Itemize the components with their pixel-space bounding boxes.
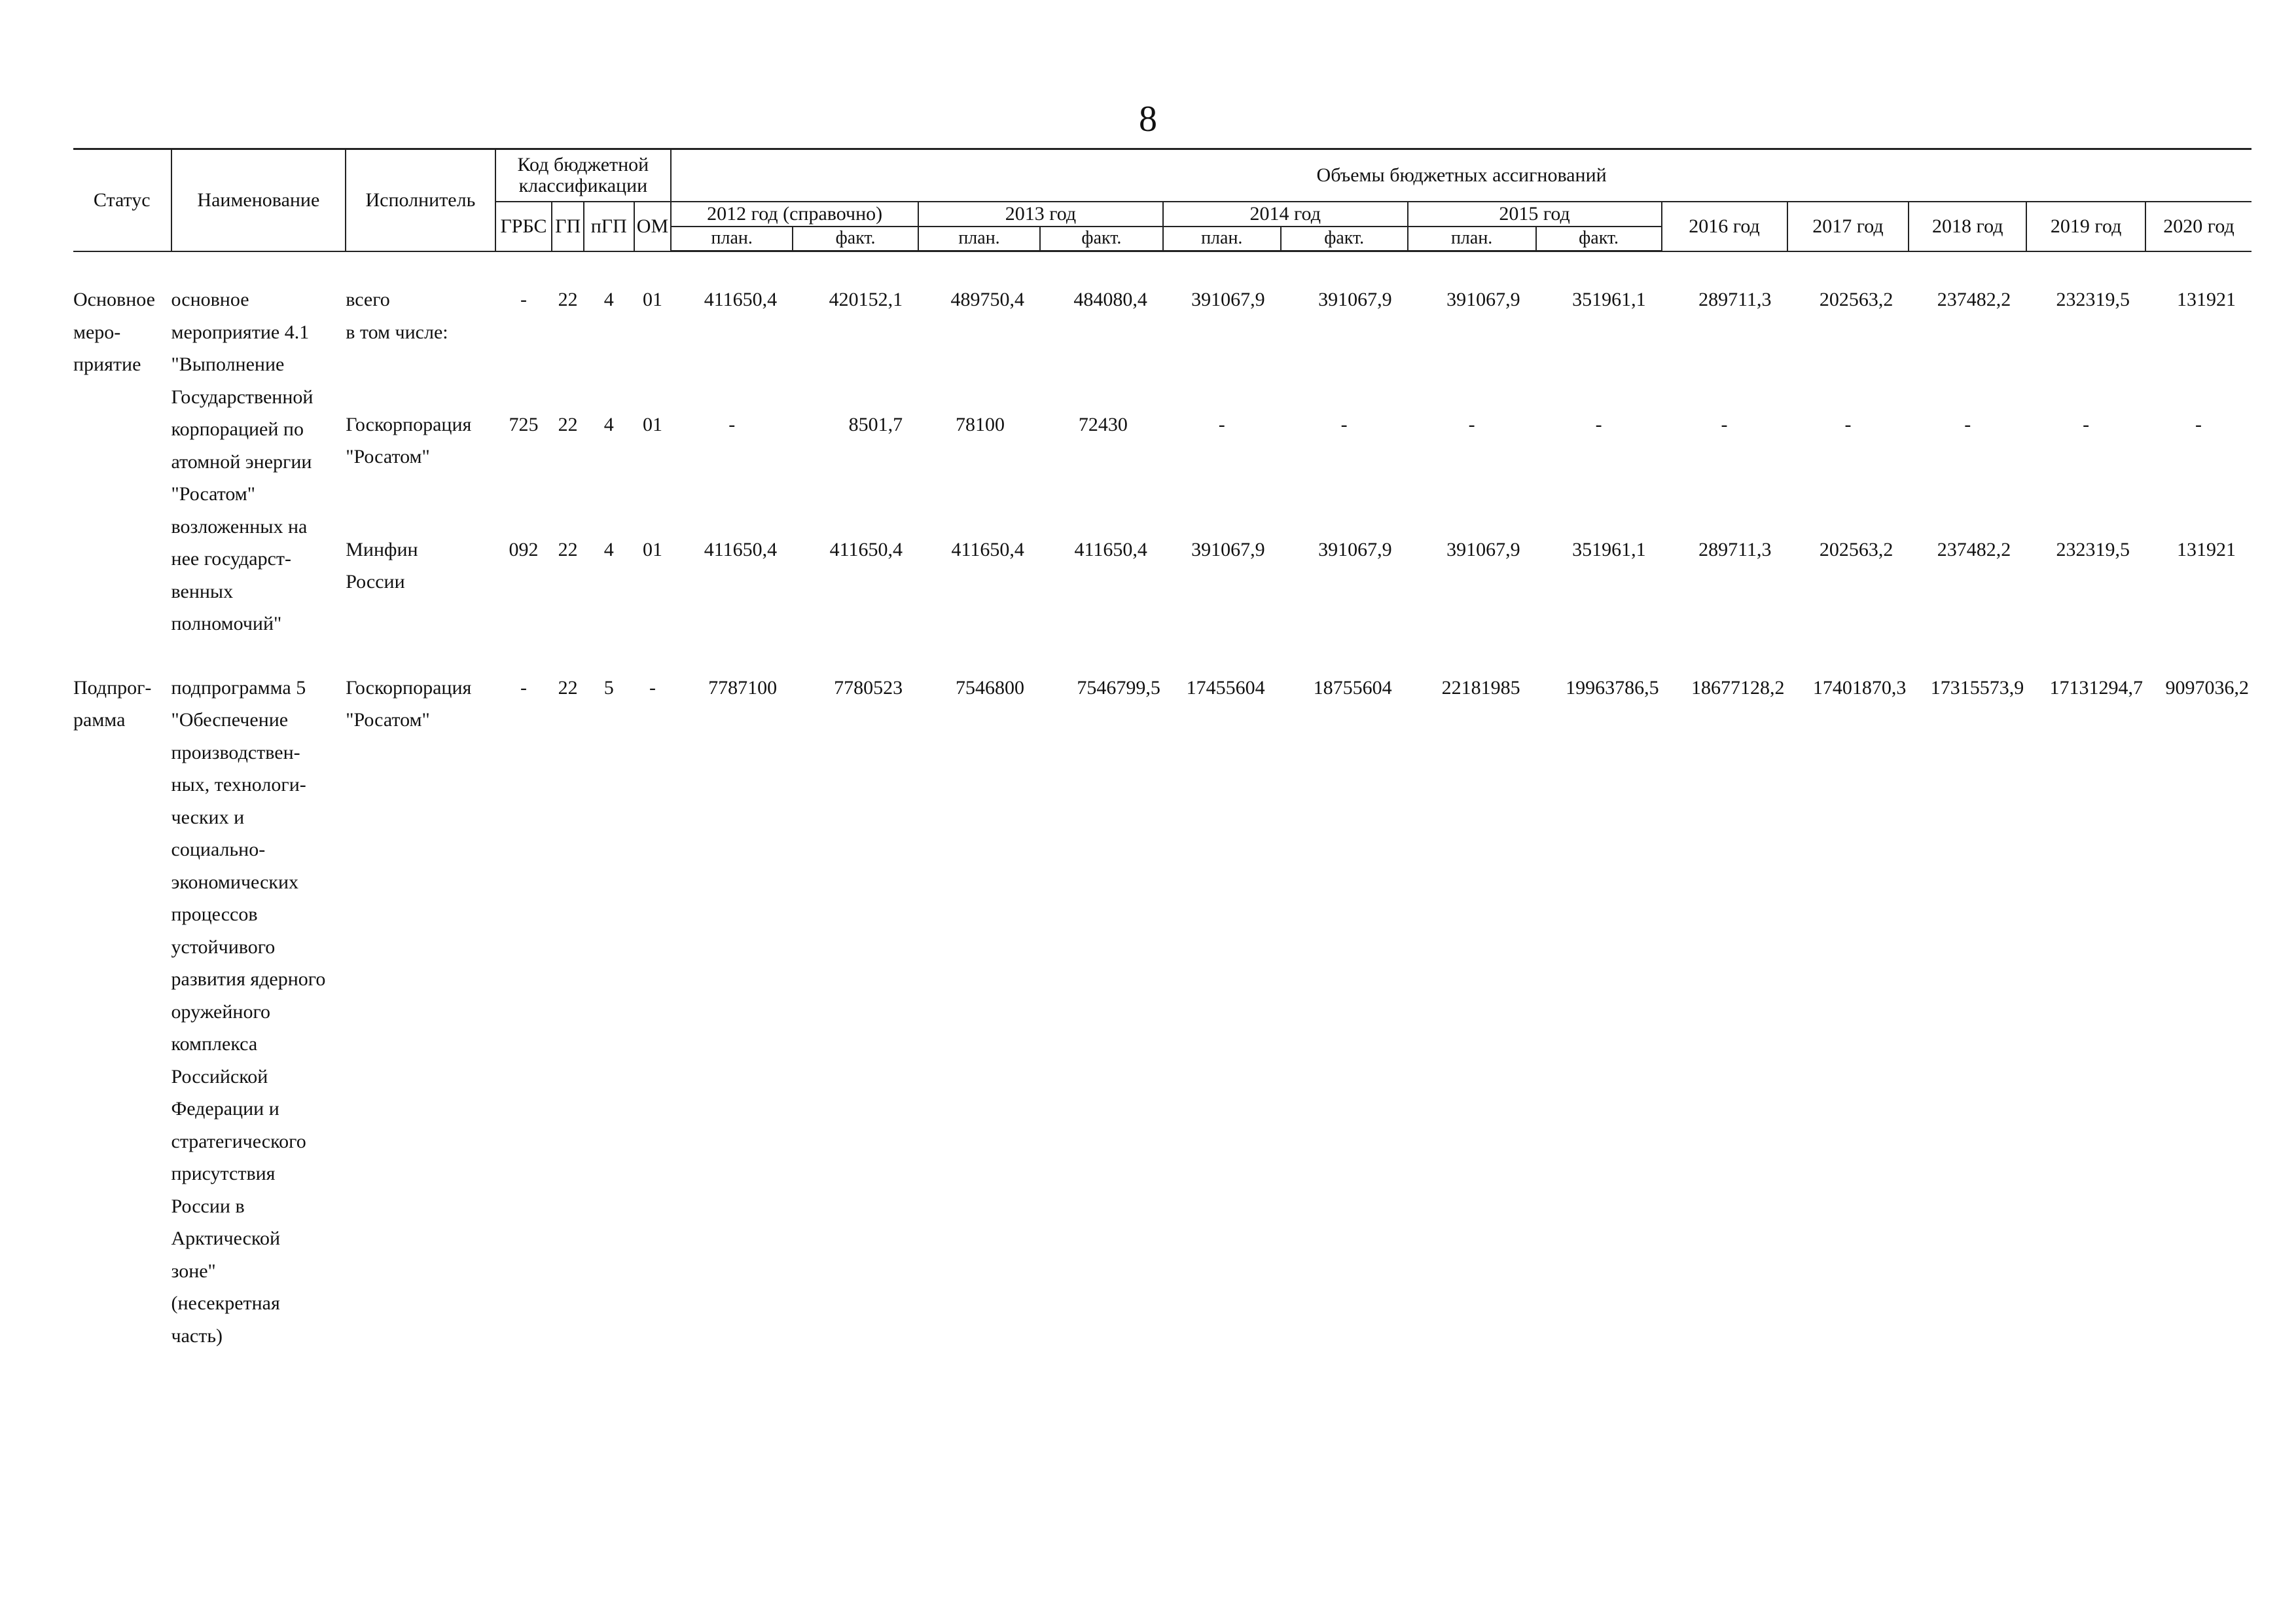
value-2013-fact: 7546799,5 (1077, 676, 1160, 699)
code-pgp: 4 (603, 289, 614, 310)
value-2014-plan: 17455604 (1186, 676, 1265, 699)
header-year-2012: 2012 год (справочно) (671, 202, 918, 227)
value-2017: 202563,2 (1819, 538, 1893, 560)
value-2012-plan: 7787100 (708, 676, 778, 699)
value-2013-fact: 72430 (1078, 413, 1128, 435)
header-fact-2015: факт. (1536, 227, 1662, 251)
code-gp: 22 (558, 289, 578, 310)
header-status: Статус (73, 149, 171, 251)
value-2013-plan: 411650,4 (951, 538, 1024, 560)
value-2019: 232319,5 (2056, 538, 2130, 560)
header-volumes: Объемы бюджетных ассигнований (671, 149, 2251, 202)
executor-cell: Госкорпорация "Росатом" (346, 676, 472, 731)
header-executor: Исполнитель (346, 149, 495, 251)
spacer-row (73, 515, 2251, 534)
spacer-row (73, 390, 2251, 409)
header-budget-code: Код бюджетной классификации (495, 149, 672, 202)
value-2019: 17131294,7 (2049, 676, 2144, 699)
header-code-gp: ГП (552, 202, 583, 251)
header-year-2016: 2016 год (1662, 202, 1787, 251)
value-2017: - (1844, 413, 1852, 435)
table-body (73, 251, 2251, 1353)
header-year-2020: 2020 год (2145, 202, 2251, 251)
value-2019: - (2083, 413, 2090, 435)
value-2017: 17401870,3 (1812, 676, 1907, 699)
header-plan-2014: план. (1163, 227, 1281, 251)
header-fact-2012: факт. (793, 227, 918, 251)
header-plan-2015: план. (1408, 227, 1536, 251)
code-om: 01 (642, 413, 662, 435)
status-cell: Подпрог- рамма (73, 676, 152, 731)
value-2014-fact: 391067,9 (1318, 289, 1392, 310)
value-2016: 289711,3 (1698, 538, 1772, 560)
header-code-pgp: пГП (584, 202, 634, 251)
code-om: - (649, 676, 656, 699)
value-2014-plan: - (1218, 413, 1225, 435)
value-2016: - (1721, 413, 1728, 435)
code-gp: 22 (558, 676, 578, 699)
value-2016: 289711,3 (1698, 289, 1772, 310)
value-2020: 9097036,2 (2165, 676, 2249, 699)
value-2018: - (1964, 413, 1971, 435)
name-cell: основное мероприятие 4.1 "Выполнение Государственной корпорацией по атомной энергии "Росатом" возложенных на нее государст- венных полномочий" (171, 289, 314, 634)
value-2016: 18677128,2 (1691, 676, 1785, 699)
value-2013-fact: 411650,4 (1074, 538, 1147, 560)
table-header (73, 149, 2251, 251)
code-om: 01 (642, 289, 662, 310)
code-grbs: 092 (509, 538, 539, 560)
status-cell: Основное меро- приятие (73, 289, 155, 375)
value-2012-plan: - (728, 413, 736, 435)
value-2014-fact: 391067,9 (1318, 538, 1392, 560)
table-row (73, 283, 2251, 390)
value-2012-fact: 8501,7 (848, 413, 903, 435)
value-2018: 237482,2 (1937, 289, 2011, 310)
executor-cell: всего в том числе: (346, 289, 448, 343)
value-2015-fact: 351961,1 (1572, 289, 1646, 310)
header-year-2015: 2015 год (1408, 202, 1662, 227)
value-2020: - (2195, 413, 2202, 435)
code-pgp: 5 (603, 676, 614, 699)
value-2015-plan: 391067,9 (1446, 289, 1520, 310)
value-2015-fact: 351961,1 (1572, 538, 1646, 560)
value-2018: 17315573,9 (1930, 676, 2024, 699)
header-year-2018: 2018 год (1909, 202, 2026, 251)
value-2015-fact: 19963786,5 (1566, 676, 1659, 699)
executor-cell: Госкорпорация "Росатом" (346, 413, 472, 468)
code-grbs: - (520, 289, 527, 310)
header-name: Наименование (171, 149, 346, 251)
header-year-2013: 2013 год (918, 202, 1163, 227)
header-year-2019: 2019 год (2026, 202, 2145, 251)
value-2017: 202563,2 (1819, 289, 1893, 310)
header-plan-2013: план. (918, 227, 1040, 251)
value-2013-plan: 7546800 (955, 676, 1024, 699)
value-2015-fact: - (1595, 413, 1602, 435)
value-2019: 232319,5 (2056, 289, 2130, 310)
page-number: 8 (1139, 99, 1157, 139)
executor-cell: Минфин России (346, 538, 418, 593)
value-2012-fact: 420152,1 (829, 289, 903, 310)
header-year-2017: 2017 год (1787, 202, 1909, 251)
value-2015-plan: 22181985 (1441, 676, 1520, 699)
code-om: 01 (642, 538, 662, 560)
table-row (73, 534, 2251, 640)
value-2020: 131921 (2177, 538, 2236, 560)
value-2013-plan: 489750,4 (950, 289, 1024, 310)
value-2020: 131921 (2177, 289, 2236, 310)
code-pgp: 4 (603, 538, 614, 560)
value-2013-plan: 78100 (955, 413, 1005, 435)
value-2015-plan: - (1468, 413, 1475, 435)
code-grbs: 725 (509, 413, 539, 435)
header-fact-2013: факт. (1040, 227, 1163, 251)
code-pgp: 4 (603, 413, 614, 435)
value-2014-fact: - (1340, 413, 1348, 435)
header-year-2014: 2014 год (1163, 202, 1408, 227)
header-code-om: ОМ (634, 202, 672, 251)
header-fact-2014: факт. (1281, 227, 1408, 251)
table-row (73, 672, 2251, 1353)
value-2012-fact: 411650,4 (829, 538, 903, 560)
header-plan-2012: план. (671, 227, 793, 251)
table-row (73, 409, 2251, 515)
code-gp: 22 (558, 538, 578, 560)
value-2012-fact: 7780523 (834, 676, 903, 699)
value-2012-plan: 411650,4 (704, 289, 778, 310)
header-code-grbs: ГРБС (495, 202, 552, 251)
value-2015-plan: 391067,9 (1446, 538, 1520, 560)
value-2014-plan: 391067,9 (1191, 289, 1265, 310)
value-2014-plan: 391067,9 (1191, 538, 1265, 560)
value-2018: 237482,2 (1937, 538, 2011, 560)
value-2014-fact: 18755604 (1313, 676, 1392, 699)
name-cell: подпрограмма 5 "Обеспечение производствен- ных, технологи- ческих и социально- экономических процессов устойчивого развития ядерного оружейного комплекса Российской Федерации и стратегического присутствия России в Арктической зоне" (несекретная часть) (171, 676, 326, 1347)
code-grbs: - (520, 676, 527, 699)
budget-table (73, 148, 2251, 1352)
value-2013-fact: 484080,4 (1073, 289, 1147, 310)
value-2012-plan: 411650,4 (704, 538, 778, 560)
code-gp: 22 (558, 413, 578, 435)
